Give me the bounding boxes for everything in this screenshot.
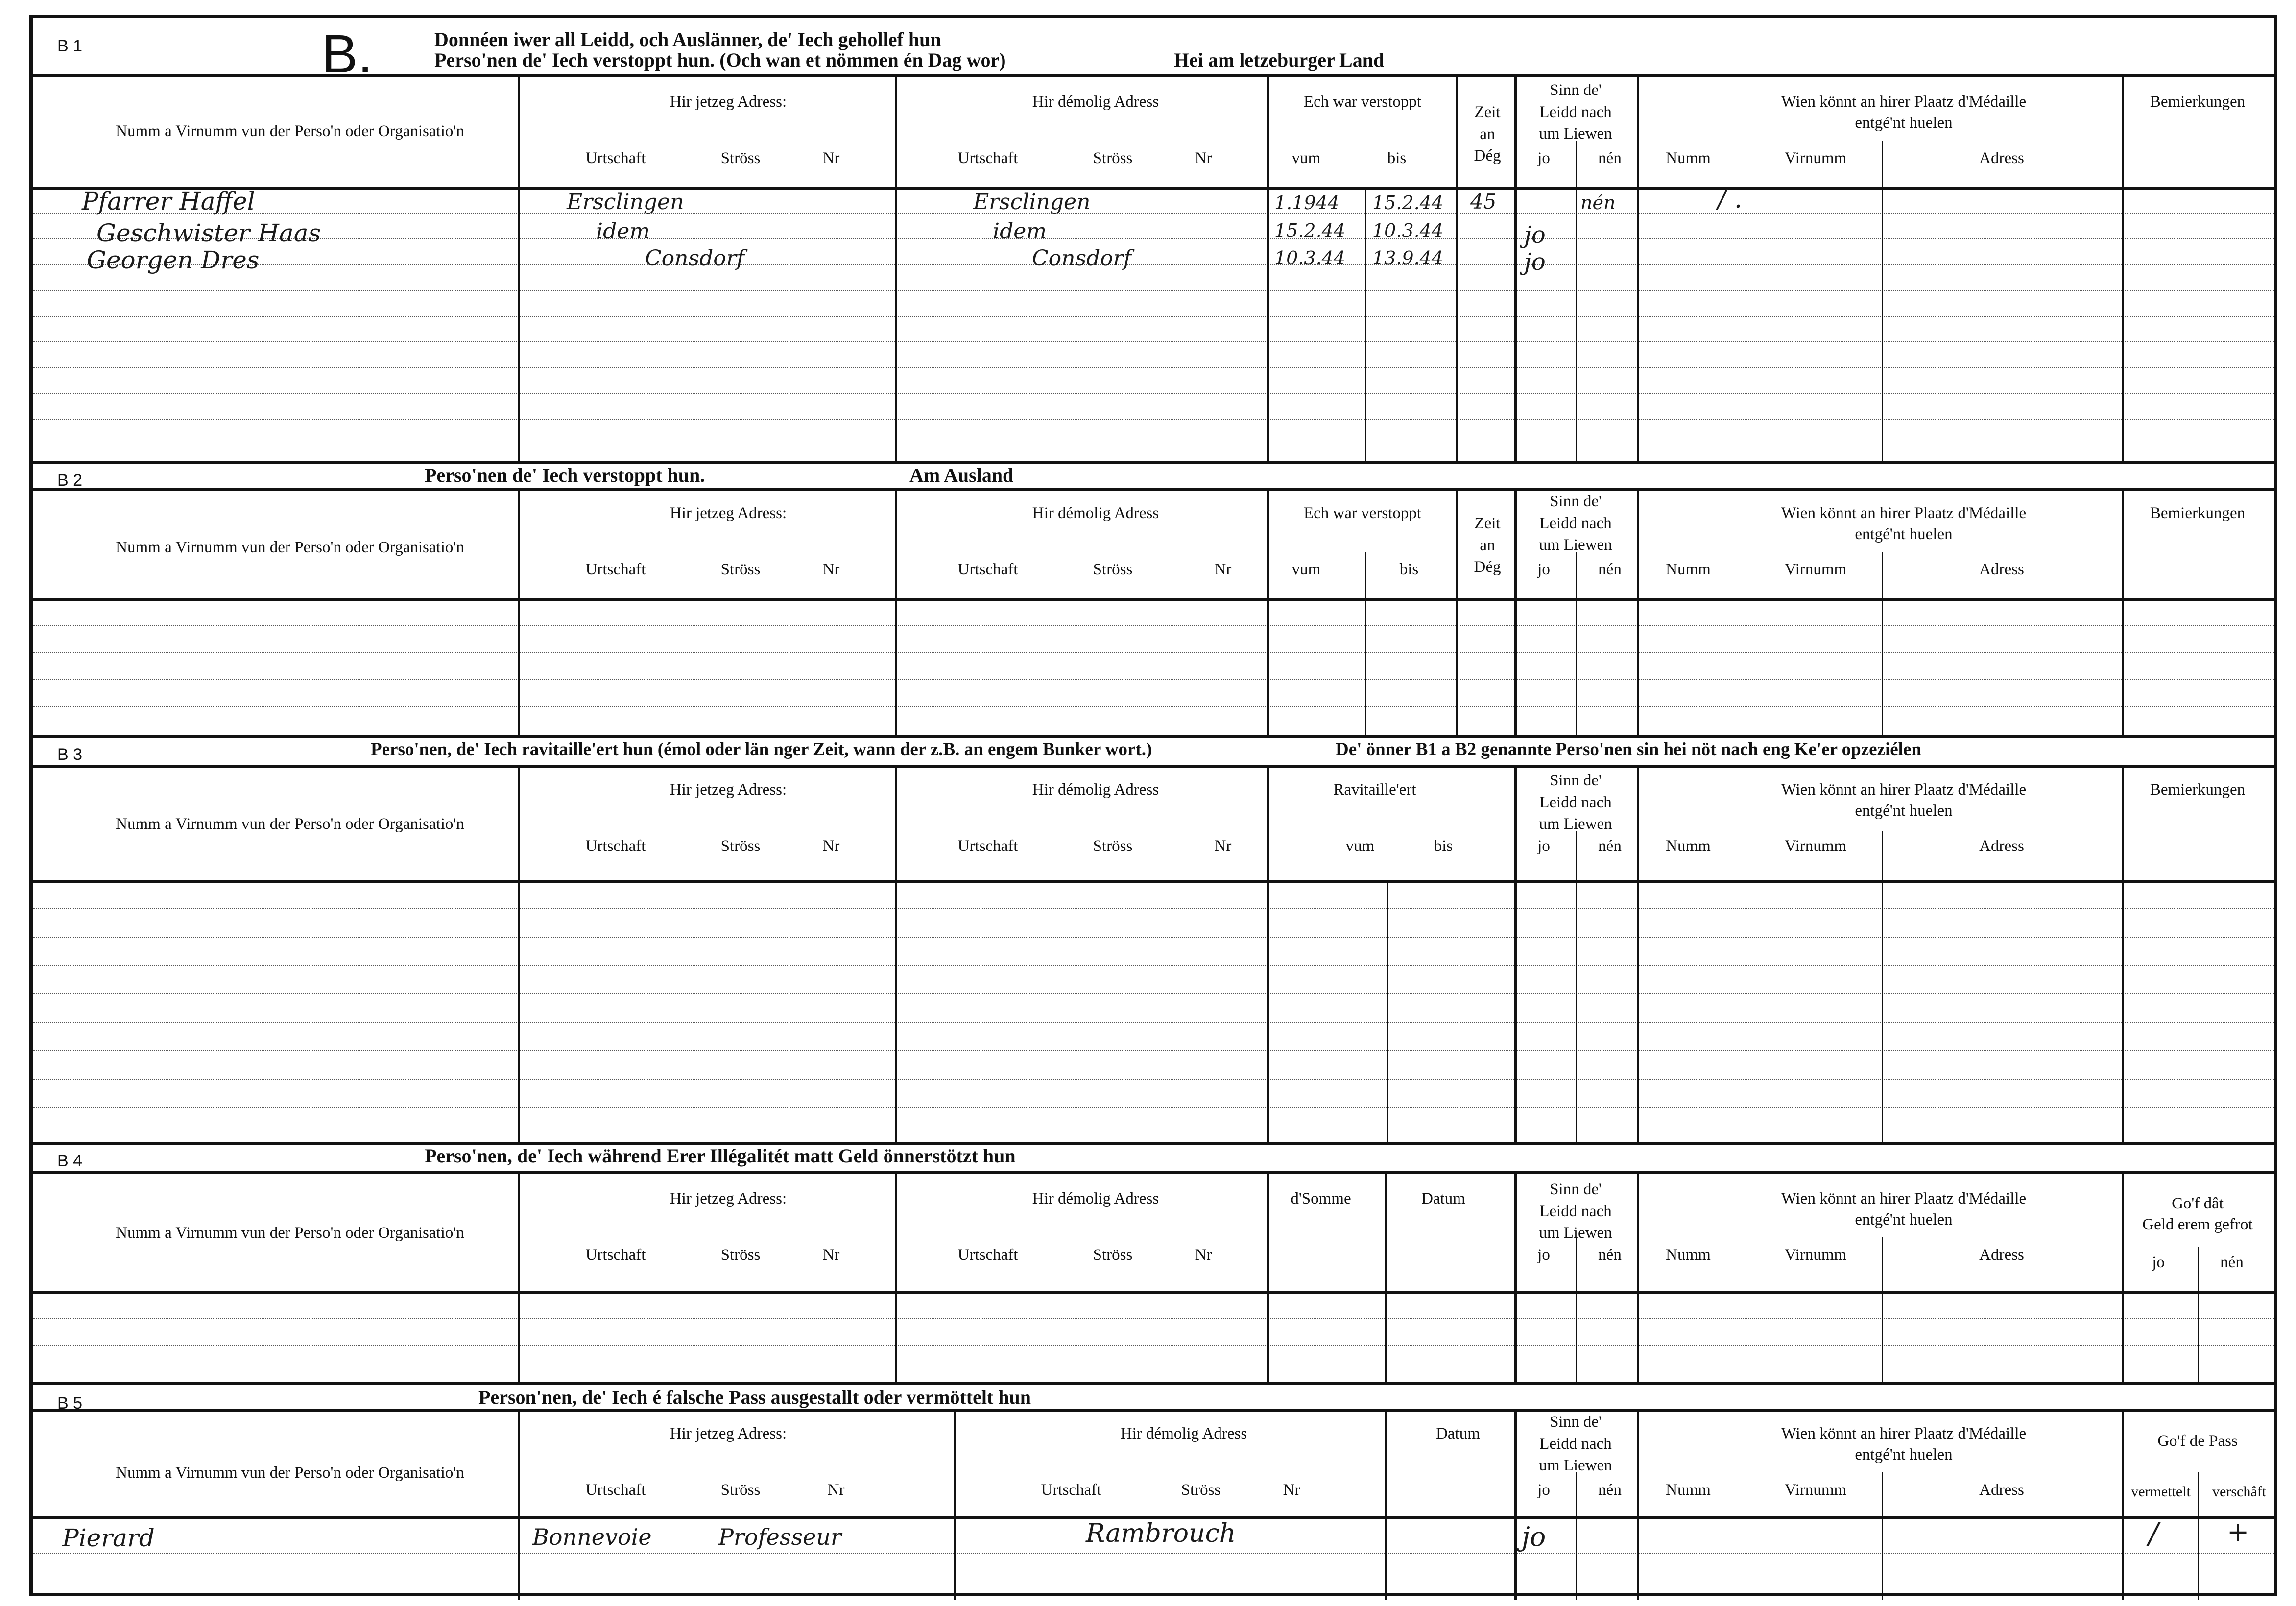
col-days-l2: an (1480, 536, 1495, 554)
col-somme: d'Somme (1291, 1190, 1351, 1207)
entry-jo: jo (1524, 221, 1546, 249)
section-location: Am Ausland (909, 464, 1014, 486)
col-urtschaft: Urtschaft (585, 1481, 646, 1499)
col-stross: Ströss (720, 837, 761, 855)
entry-jo: jo (1524, 248, 1546, 276)
col-former-address: Hir démolig Adress (1120, 1425, 1247, 1442)
section-label: B 2 (57, 471, 83, 490)
col-remarks: Bemierkungen (2150, 504, 2246, 522)
col-medal-l1: Wien könnt an hirer Plaatz d'Médaille (1781, 1190, 2027, 1207)
col-jo: jo (1537, 561, 1550, 578)
entry-name: Geschwister Haas (96, 219, 321, 247)
col-medal (1664, 1423, 2144, 1465)
col-urtschaft: Urtschaft (585, 561, 646, 578)
entry-name: Pfarrer Haffel (82, 187, 255, 215)
col-bis: bis (1434, 837, 1453, 855)
entry-bis: 13.9.44 (1372, 247, 1444, 269)
col-alive (1517, 1411, 1634, 1477)
col-days-l1: Zeit (1474, 103, 1501, 121)
col-nr: Nr (822, 1246, 840, 1264)
col-medal-l1: Wien könnt an hirer Plaatz d'Médaille (1781, 1425, 2027, 1442)
col-datum: Datum (1436, 1425, 1480, 1442)
col-alive (1517, 770, 1634, 835)
col-former-address: Hir démolig Adress (1032, 1190, 1159, 1207)
col-nr: Nr (822, 837, 840, 855)
col-urtschaft: Urtschaft (957, 149, 1018, 167)
section-label: B 3 (57, 745, 83, 764)
col-jo: jo (1537, 1246, 1550, 1264)
section-label: B 5 (57, 1394, 83, 1413)
col-medal-l1: Wien könnt an hirer Plaatz d'Médaille (1781, 93, 2027, 111)
section-note: De' önner B1 a B2 genannte Perso'nen sin hei nöt nach eng Ke'er opzeziélen (1336, 739, 1921, 759)
col-jo: jo (1537, 1481, 1550, 1499)
col-stross: Ströss (720, 149, 761, 167)
col-stross: Ströss (1181, 1481, 1221, 1499)
col-alive-l1: Sinn de' (1550, 81, 1602, 99)
col-alive (1517, 1179, 1634, 1244)
col-adress: Adress (1979, 561, 2024, 578)
col-stross: Ströss (720, 1246, 761, 1264)
col-nr: Nr (827, 1481, 845, 1499)
col-medal (1664, 1188, 2144, 1230)
col-medal (1664, 779, 2144, 822)
col-nen: nén (2220, 1253, 2244, 1271)
col-name: Numm a Virnumm vun der Perso'n oder Organisatio'n (116, 815, 464, 833)
col-ravitailleert: Ravitaille'ert (1333, 781, 1416, 799)
col-nen: nén (1598, 149, 1622, 167)
col-numm: Numm (1666, 561, 1711, 578)
form-letter: B. (322, 24, 373, 84)
entry-current-place: Bonnevoie (532, 1524, 652, 1550)
col-urtschaft: Urtschaft (585, 149, 646, 167)
col-urtschaft: Urtschaft (585, 837, 646, 855)
section-title: Donnéen iwer all Leidd, och Auslänner, de' Iech gehollef hun (434, 28, 941, 50)
entry-jo: jo (1522, 1521, 1546, 1552)
col-virnumm: Virnumm (1784, 837, 1847, 855)
col-former-address: Hir démolig Adress (1032, 781, 1159, 799)
entry-medal: / . (1718, 185, 1743, 214)
col-current-address: Hir jetzeg Adress: (670, 1425, 787, 1442)
col-nen: nén (1598, 837, 1622, 855)
col-alive-l2: Leidd nach (1539, 1435, 1612, 1453)
col-virnumm: Virnumm (1784, 1481, 1847, 1499)
col-alive-l1: Sinn de' (1550, 772, 1602, 789)
col-alive-l1: Sinn de' (1550, 1181, 1602, 1198)
col-alive-l1: Sinn de' (1550, 493, 1602, 510)
col-numm: Numm (1666, 837, 1711, 855)
col-vermettelt: vermettelt (2131, 1484, 2191, 1500)
col-nr: Nr (822, 561, 840, 578)
col-nen: nén (1598, 1246, 1622, 1264)
col-money-returned (2124, 1193, 2271, 1235)
col-alive-l3: um Liewen (1539, 536, 1612, 554)
col-medal-l1: Wien könnt an hirer Plaatz d'Médaille (1781, 781, 2027, 799)
col-nr: Nr (1214, 561, 1232, 578)
col-days-l3: Dég (1474, 558, 1501, 576)
entry-current-place: idem (596, 219, 650, 244)
entry-name: Georgen Dres (87, 246, 260, 274)
entry-vum: 1.1944 (1274, 192, 1339, 213)
col-current-address: Hir jetzeg Adress: (670, 504, 787, 522)
entry-name: Pierard (62, 1524, 155, 1552)
entry-former-place: Ersclingen (973, 189, 1091, 214)
col-urtschaft: Urtschaft (957, 561, 1018, 578)
col-alive-l2: Leidd nach (1539, 514, 1612, 532)
col-remarks: Bemierkungen (2150, 93, 2246, 111)
col-datum: Datum (1421, 1190, 1465, 1207)
col-current-address: Hir jetzeg Adress: (670, 1190, 787, 1207)
col-name: Numm a Virnumm vun der Perso'n oder Organisatio'n (116, 122, 464, 140)
col-alive-l3: um Liewen (1539, 1457, 1612, 1475)
entry-vum: 10.3.44 (1274, 247, 1346, 269)
col-nr: Nr (1214, 837, 1232, 855)
col-jo: jo (2152, 1253, 2165, 1271)
col-nr: Nr (1195, 1246, 1212, 1264)
col-name: Numm a Virnumm vun der Perso'n oder Organisatio'n (116, 539, 464, 556)
col-medal-l1: Wien könnt an hirer Plaatz d'Médaille (1781, 504, 2027, 522)
entry-verschaft: + (2227, 1516, 2249, 1547)
col-alive-l2: Leidd nach (1539, 1202, 1612, 1220)
entry-days: 45 (1470, 189, 1497, 213)
col-days-l2: an (1480, 125, 1495, 143)
section-title: Perso'nen, de' Iech ravitaille'ert hun (émol oder län nger Zeit, wann der z.B. an engem Bunker wort.) (371, 739, 1152, 759)
entry-bis: 15.2.44 (1372, 192, 1444, 213)
col-days (1460, 101, 1514, 167)
col-former-address: Hir démolig Adress (1032, 504, 1159, 522)
col-hidden: Ech war verstoppt (1303, 93, 1422, 111)
col-vum: vum (1292, 561, 1321, 578)
col-vum: vum (1345, 837, 1375, 855)
col-nr: Nr (1195, 149, 1212, 167)
entry-vermettelt: / (2149, 1516, 2159, 1551)
col-days-l3: Dég (1474, 147, 1501, 165)
section-location: Hei am letzeburger Land (1174, 49, 1385, 71)
col-stross: Ströss (1093, 1246, 1133, 1264)
col-stross: Ströss (1093, 561, 1133, 578)
col-jo: jo (1537, 149, 1550, 167)
col-adress: Adress (1979, 149, 2024, 167)
col-adress: Adress (1979, 1481, 2024, 1499)
col-medal-l2: entgé'nt huelen (1855, 1210, 1953, 1228)
col-urtschaft: Urtschaft (957, 1246, 1018, 1264)
col-medal-l2: entgé'nt huelen (1855, 1445, 1953, 1464)
col-current-address: Hir jetzeg Adress: (670, 781, 787, 799)
col-alive-l2: Leidd nach (1539, 793, 1612, 811)
entry-bis: 10.3.44 (1372, 220, 1444, 241)
section-subtitle: Perso'nen de' Iech verstoppt hun. (Och wan et nömmen én Dag wor) (434, 49, 1006, 71)
entry-vum: 15.2.44 (1274, 220, 1346, 241)
registration-form-page (29, 15, 2277, 1596)
col-stross: Ströss (720, 561, 761, 578)
col-stross: Ströss (1093, 837, 1133, 855)
col-name: Numm a Virnumm vun der Perso'n oder Organisatio'n (116, 1464, 464, 1482)
col-days-l1: Zeit (1474, 515, 1501, 532)
col-bis: bis (1399, 561, 1419, 578)
col-remarks: Bemierkungen (2150, 781, 2246, 799)
entry-nen: nén (1580, 192, 1616, 213)
col-nr: Nr (1283, 1481, 1300, 1499)
col-numm: Numm (1666, 1481, 1711, 1499)
col-name: Numm a Virnumm vun der Perso'n oder Organisatio'n (116, 1224, 464, 1242)
col-bis: bis (1387, 149, 1407, 167)
col-alive-l3: um Liewen (1539, 125, 1612, 143)
col-hidden: Ech war verstoppt (1303, 504, 1422, 522)
col-jo: jo (1537, 837, 1550, 855)
section-title: Person'nen, de' Iech é falsche Pass ausgestallt oder vermöttelt hun (478, 1386, 1031, 1408)
col-numm: Numm (1666, 149, 1711, 167)
col-virnumm: Virnumm (1784, 149, 1847, 167)
col-days (1460, 513, 1514, 578)
col-stross: Ströss (1093, 149, 1133, 167)
entry-current-place: Ersclingen (567, 189, 684, 214)
col-adress: Adress (1979, 837, 2024, 855)
section-label: B 4 (57, 1152, 83, 1170)
col-adress: Adress (1979, 1246, 2024, 1264)
col-current-address: Hir jetzeg Adress: (670, 93, 787, 111)
entry-current-street: Professeur (718, 1524, 841, 1550)
col-virnumm: Virnumm (1784, 1246, 1847, 1264)
col-money-l2: Geld erem gefrot (2142, 1215, 2253, 1233)
col-medal (1664, 92, 2144, 134)
entry-former-place: Rambrouch (1086, 1519, 1236, 1548)
col-nr: Nr (822, 149, 840, 167)
col-pass: Go'f de Pass (2157, 1432, 2238, 1450)
col-numm: Numm (1666, 1246, 1711, 1264)
col-alive-l2: Leidd nach (1539, 103, 1612, 121)
entry-former-place: idem (993, 219, 1047, 244)
col-urtschaft: Urtschaft (957, 837, 1018, 855)
col-medal (1664, 503, 2144, 545)
col-nen: nén (1598, 561, 1622, 578)
entry-former-place: Consdorf (1032, 246, 1132, 271)
col-medal-l2: entgé'nt huelen (1855, 525, 1953, 543)
section-label: B 1 (57, 37, 83, 55)
col-medal-l2: entgé'nt huelen (1855, 114, 1953, 132)
col-alive-l3: um Liewen (1539, 1224, 1612, 1242)
section-title: Perso'nen, de' Iech während Erer Illégalitét matt Geld önnerstötzt hun (425, 1145, 1016, 1167)
col-urtschaft: Urtschaft (1041, 1481, 1101, 1499)
col-virnumm: Virnumm (1784, 561, 1847, 578)
col-alive-l3: um Liewen (1539, 815, 1612, 833)
col-alive-l1: Sinn de' (1550, 1413, 1602, 1431)
col-alive (1517, 79, 1634, 145)
entry-current-place: Consdorf (645, 246, 745, 271)
col-urtschaft: Urtschaft (585, 1246, 646, 1264)
section-title: Perso'nen de' Iech verstoppt hun. (425, 464, 705, 486)
col-former-address: Hir démolig Adress (1032, 93, 1159, 111)
col-vum: vum (1292, 149, 1321, 167)
col-stross: Ströss (720, 1481, 761, 1499)
col-verschaft: verschâft (2212, 1484, 2266, 1500)
col-medal-l2: entgé'nt huelen (1855, 802, 1953, 820)
col-nen: nén (1598, 1481, 1622, 1499)
col-money-l1: Go'f dât (2172, 1195, 2224, 1212)
col-alive (1517, 491, 1634, 556)
